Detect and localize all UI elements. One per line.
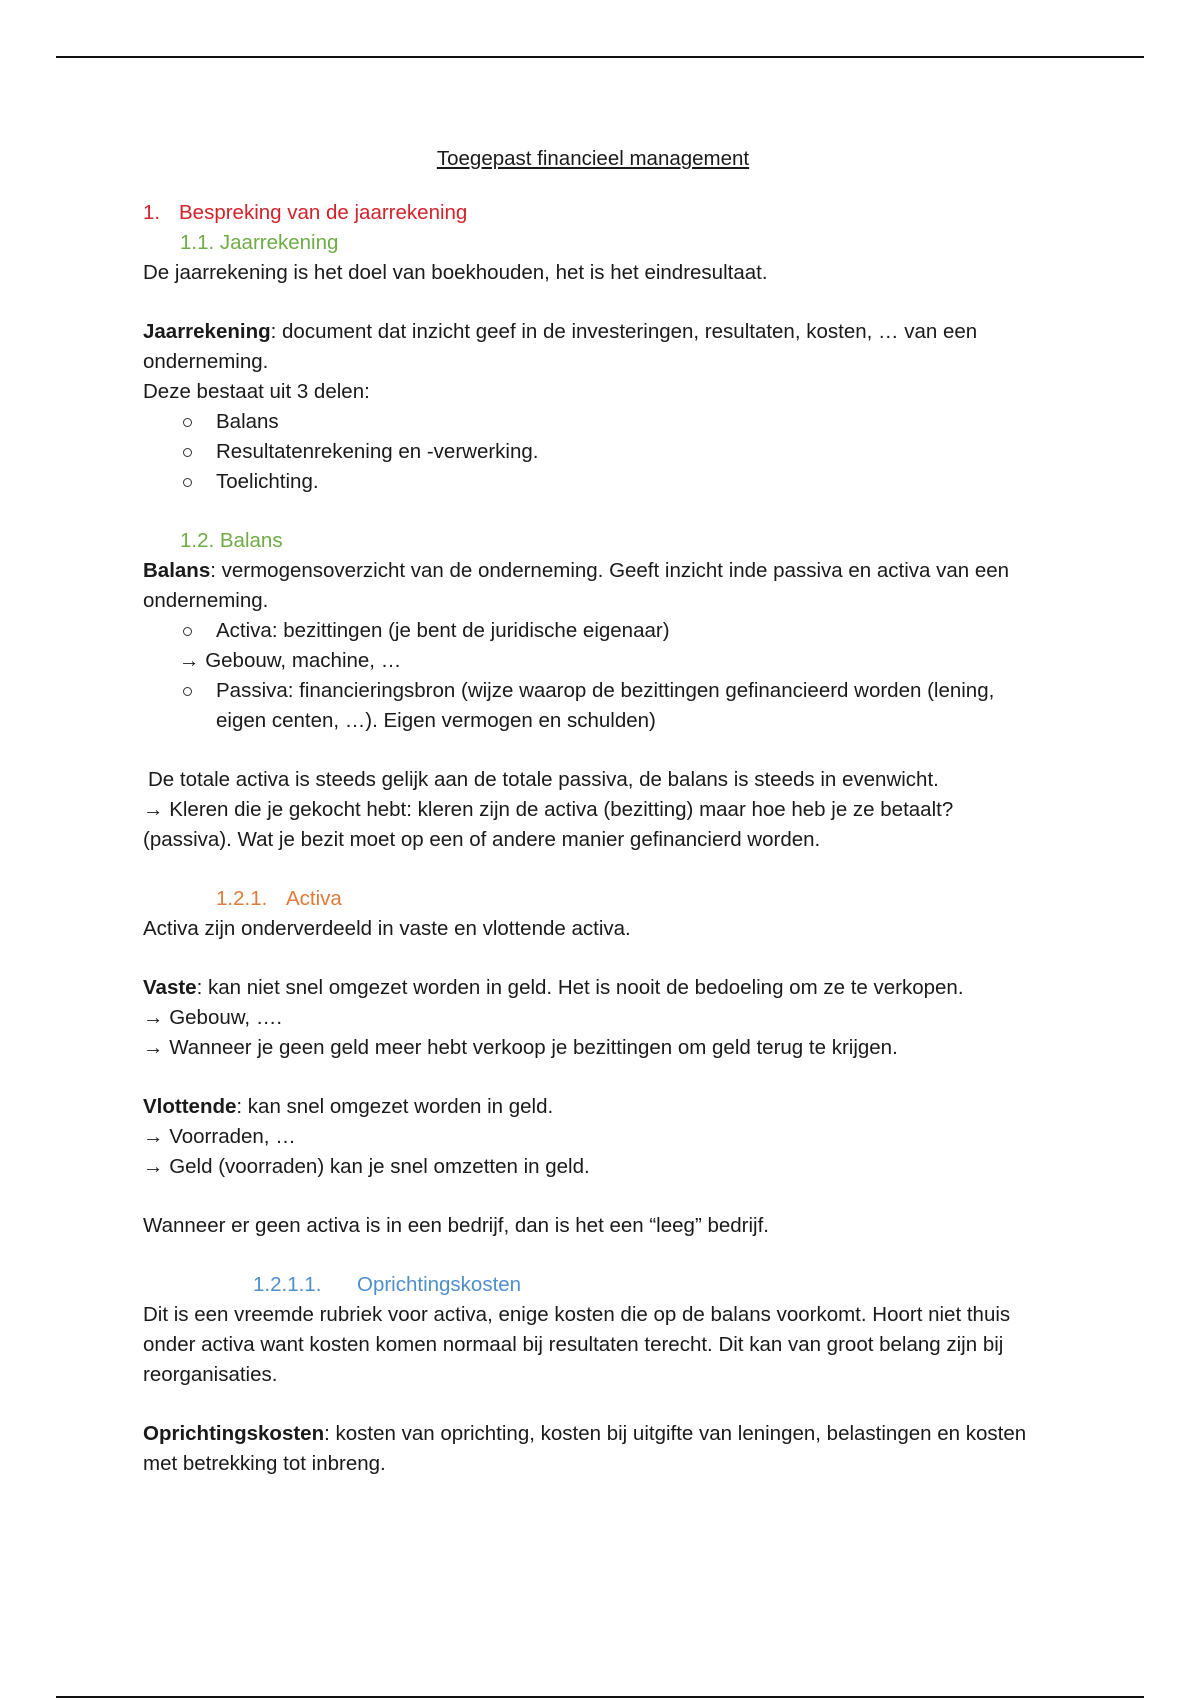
paragraph: Dit is een vreemde rubriek voor activa, enige kosten die op de balans voorkomt. Hoort niet thuis onder activa want kosten komen normaal bij resultaten terecht. Dit kan van groot belang zijn bij reorganisaties. [143,1303,1011,1386]
section-1-title: Bespreking van de jaarrekening [179,201,468,224]
parts-list [143,407,1043,497]
header-rule [56,56,1144,58]
term: Vaste [143,976,197,999]
definition-jaarrekening: Jaarrekening: document dat inzicht geef in de investeringen, resultaten, kosten, … van een onderneming. [143,320,978,373]
section-number: 1.2.1. [216,887,268,910]
list-item: Balans [143,407,1043,437]
arrow-line: → Gebouw, machine, … [179,649,402,672]
arrow-icon: → [179,649,200,672]
list-item: Resultatenrekening en -verwerking. [143,437,1043,467]
definition-oprichtingskosten: Oprichtingskosten: kosten van oprichting, kosten bij uitgifte van leningen, belastingen en kosten met betrekking tot inbreng. [143,1422,1027,1475]
document-page [143,140,1043,1479]
list-item: Activa: bezittingen (je bent de juridische eigenaar) [143,616,1043,646]
arrow-line: → Geld (voorraden) kan je snel omzetten in geld. [143,1155,590,1178]
paragraph: De jaarrekening is het doel van boekhouden, het is het eindresultaat. [143,261,768,284]
arrow-icon: → [143,1036,164,1059]
section-1-heading [143,198,1043,228]
arrow-line: → Wanneer je geen geld meer hebt verkoop je bezittingen om geld terug te krijgen. [143,1036,898,1059]
balans-list [143,616,1043,646]
arrow-paragraph: → Kleren die je gekocht hebt: kleren zijn de activa (bezitting) maar hoe heb je ze betaalt? (passiva). Wat je bezit moet op een of andere manier gefinancierd worden. [143,798,954,851]
definition-balans: Balans: vermogensoverzicht van de onderneming. Geeft inzicht inde passiva en activa van een onderneming. [143,559,1010,612]
arrow-icon: → [143,798,164,821]
paragraph: De totale activa is steeds gelijk aan de totale passiva, de balans is steeds in evenwicht. [148,768,939,791]
section-1-number: 1. [143,201,161,224]
list-item: Passiva: financieringsbron (wijze waarop de bezittingen gefinancieerd worden (lening, eigen centen, …). Eigen vermogen en schulden) [143,676,1043,736]
section-1-2-1-1-heading: 1.2.1.1. Oprichtingskosten [143,1270,1043,1300]
section-1-1-heading: 1.1. Jaarrekening [180,231,339,254]
section-1-2-heading: 1.2. Balans [180,529,283,552]
paragraph: Deze bestaat uit 3 delen: [143,380,370,403]
term: Balans [143,559,211,582]
term: Oprichtingskosten [143,1422,325,1445]
arrow-line: → Gebouw, …. [143,1006,283,1029]
list-item: Toelichting. [143,467,1043,497]
footer-rule [56,1696,1144,1698]
section-1-2-1-heading: 1.2.1. Activa [143,884,1043,914]
term: Vlottende [143,1095,237,1118]
definition-vaste: Vaste: kan niet snel omgezet worden in geld. Het is nooit de bedoeling om ze te verkopen. [143,976,964,999]
arrow-icon: → [143,1006,164,1029]
section-number: 1.2.1.1. [253,1273,322,1296]
balans-list-2 [143,676,1043,736]
paragraph: Wanneer er geen activa is in een bedrijf, dan is het een “leeg” bedrijf. [143,1214,769,1237]
term: Jaarrekening [143,320,271,343]
paragraph: Activa zijn onderverdeeld in vaste en vlottende activa. [143,917,631,940]
arrow-icon: → [143,1125,164,1148]
definition-vlottende: Vlottende: kan snel omgezet worden in geld. [143,1095,554,1118]
arrow-icon: → [143,1155,164,1178]
document-title: Toegepast financieel management [436,147,750,170]
arrow-line: → Voorraden, … [143,1125,296,1148]
